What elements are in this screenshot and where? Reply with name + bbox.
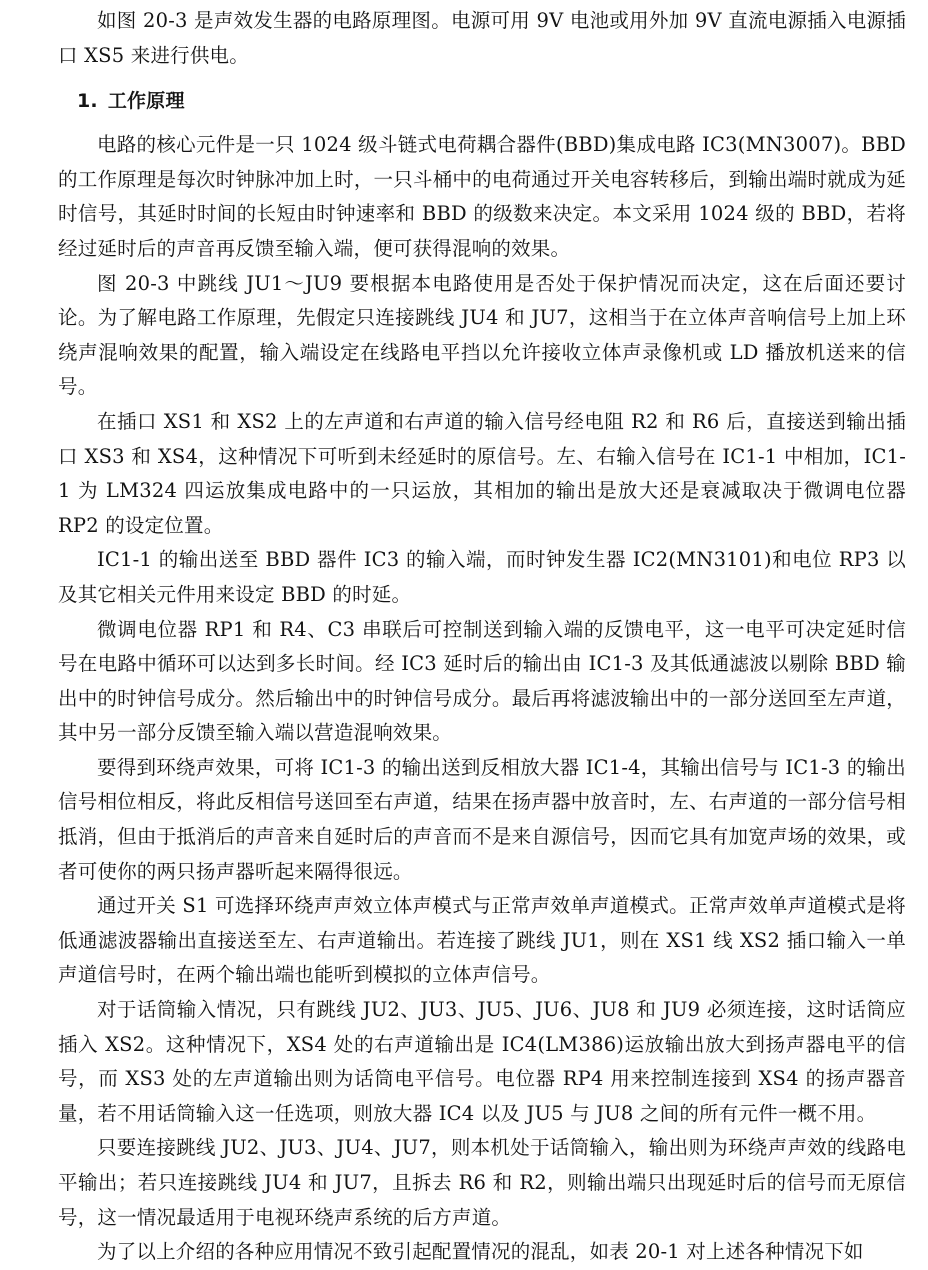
- section-title: 工作原理: [107, 90, 185, 113]
- section-number: 1.: [77, 90, 98, 113]
- body-paragraph-7: 通过开关 S1 可选择环绕声声效立体声模式与正常声效单声道模式。正常声效单声道模式是将低通滤波器输出直接送至左、右声道输出。若连接了跳线 JU1，则在 XS1 线 XS2 插口输入一单声道信号时，在两个输出端也能听到模拟的立体声信号。: [58, 894, 906, 987]
- body-paragraph-8: 对于话筒输入情况，只有跳线 JU2、JU3、JU5、JU6、JU8 和 JU9 必须连接，这时话筒应插入 XS2。这种情况下，XS4 处的右声道输出是 IC4(LM386)运放输出放大到扬声器电平的信号，而 XS3 处的左声道输出则为话筒电平信号。电位器 RP4 用来控制连接到 XS4 的扬声器音量，若不用话筒输入这一任选项，则放大器 IC4 以及 JU5 与 JU8 之间的所有元件一概不用。: [58, 998, 906, 1125]
- section-heading: [58, 84, 906, 118]
- intro-paragraph: 如图 20-3 是声效发生器的电路原理图。电源可用 9V 电池或用外加 9V 直流电源插入电源插口 XS5 来进行供电。: [58, 9, 906, 67]
- body-paragraph-10: 为了以上介绍的各种应用情况不致引起配置情况的混乱，如表 20-1 对上述各种情况下如: [97, 1240, 864, 1264]
- body-paragraph-2: 图 20-3 中跳线 JU1～JU9 要根据本电路使用是否处于保护情况而决定，这在后面还要讨论。为了解电路工作原理，先假定只连接跳线 JU4 和 JU7，这相当于在立体声音响信号上加上环绕声混响效果的配置，输入端设定在线路电平挡以允许接收立体声录像机或 LD 播放机送来的信号。: [58, 271, 906, 399]
- body-paragraph-5: 微调电位器 RP1 和 R4、C3 串联后可控制送到输入端的反馈电平，这一电平可决定延时信号在电路中循环可以达到多长时间。经 IC3 延时后的输出由 IC1-3 及其低通滤波以剔除 BBD 输出中的时钟信号成分。然后输出中的时钟信号成分。最后再将滤波输出中的一部分送回至左声道，其中另一部分反馈至输入端以营造混响效果。: [58, 617, 906, 745]
- body-paragraph-9: 只要连接跳线 JU2、JU3、JU4、JU7，则本机处于话筒输入，输出则为环绕声声效的线路电平输出；若只连接跳线 JU4 和 JU7，且拆去 R6 和 R2，则输出端只出现延时后的信号而无原信号，这一情况最适用于电视环绕声系统的后方声道。: [58, 1136, 906, 1229]
- body-paragraph-4: IC1-1 的输出送至 BBD 器件 IC3 的输入端，而时钟发生器 IC2(MN3101)和电位 RP3 以及其它相关元件用来设定 BBD 的时延。: [58, 548, 906, 606]
- body-paragraph-1: 电路的核心元件是一只 1024 级斗链式电荷耦合器件(BBD)集成电路 IC3(MN3007)。BBD 的工作原理是每次时钟脉冲加上时，一只斗桶中的电荷通过开关电容转移后，到输出端时就成为延时信号，其延时时间的长短由时钟速率和 BBD 的级数来决定。本文采用 1024 级的 BBD，若将经过延时后的声音再反馈至输入端，便可获得混响的效果。: [58, 133, 906, 260]
- body-paragraph-3: 在插口 XS1 和 XS2 上的左声道和右声道的输入信号经电阻 R2 和 R6 后，直接送到输出插口 XS3 和 XS4，这种情况下可听到未经延时的原信号。左、右输入信号在 IC1-1 中相加，IC1-1 为 LM324 四运放集成电路中的一只运放，其相加的输出是放大还是衰减取决于微调电位器 RP2 的设定位置。: [58, 409, 906, 537]
- document-page: [58, 4, 906, 1270]
- body-paragraph-6: 要得到环绕声效果，可将 IC1-3 的输出送到反相放大器 IC1-4，其输出信号与 IC1-3 的输出信号相位相反，将此反相信号送回至右声道，结果在扬声器中放音时，左、右声道的一部分信号相抵消，但由于抵消后的声音来自延时后的声音而不是来自源信号，因而它具有加宽声场的效果，或者可使你的两只扬声器听起来隔得很远。: [58, 755, 906, 883]
